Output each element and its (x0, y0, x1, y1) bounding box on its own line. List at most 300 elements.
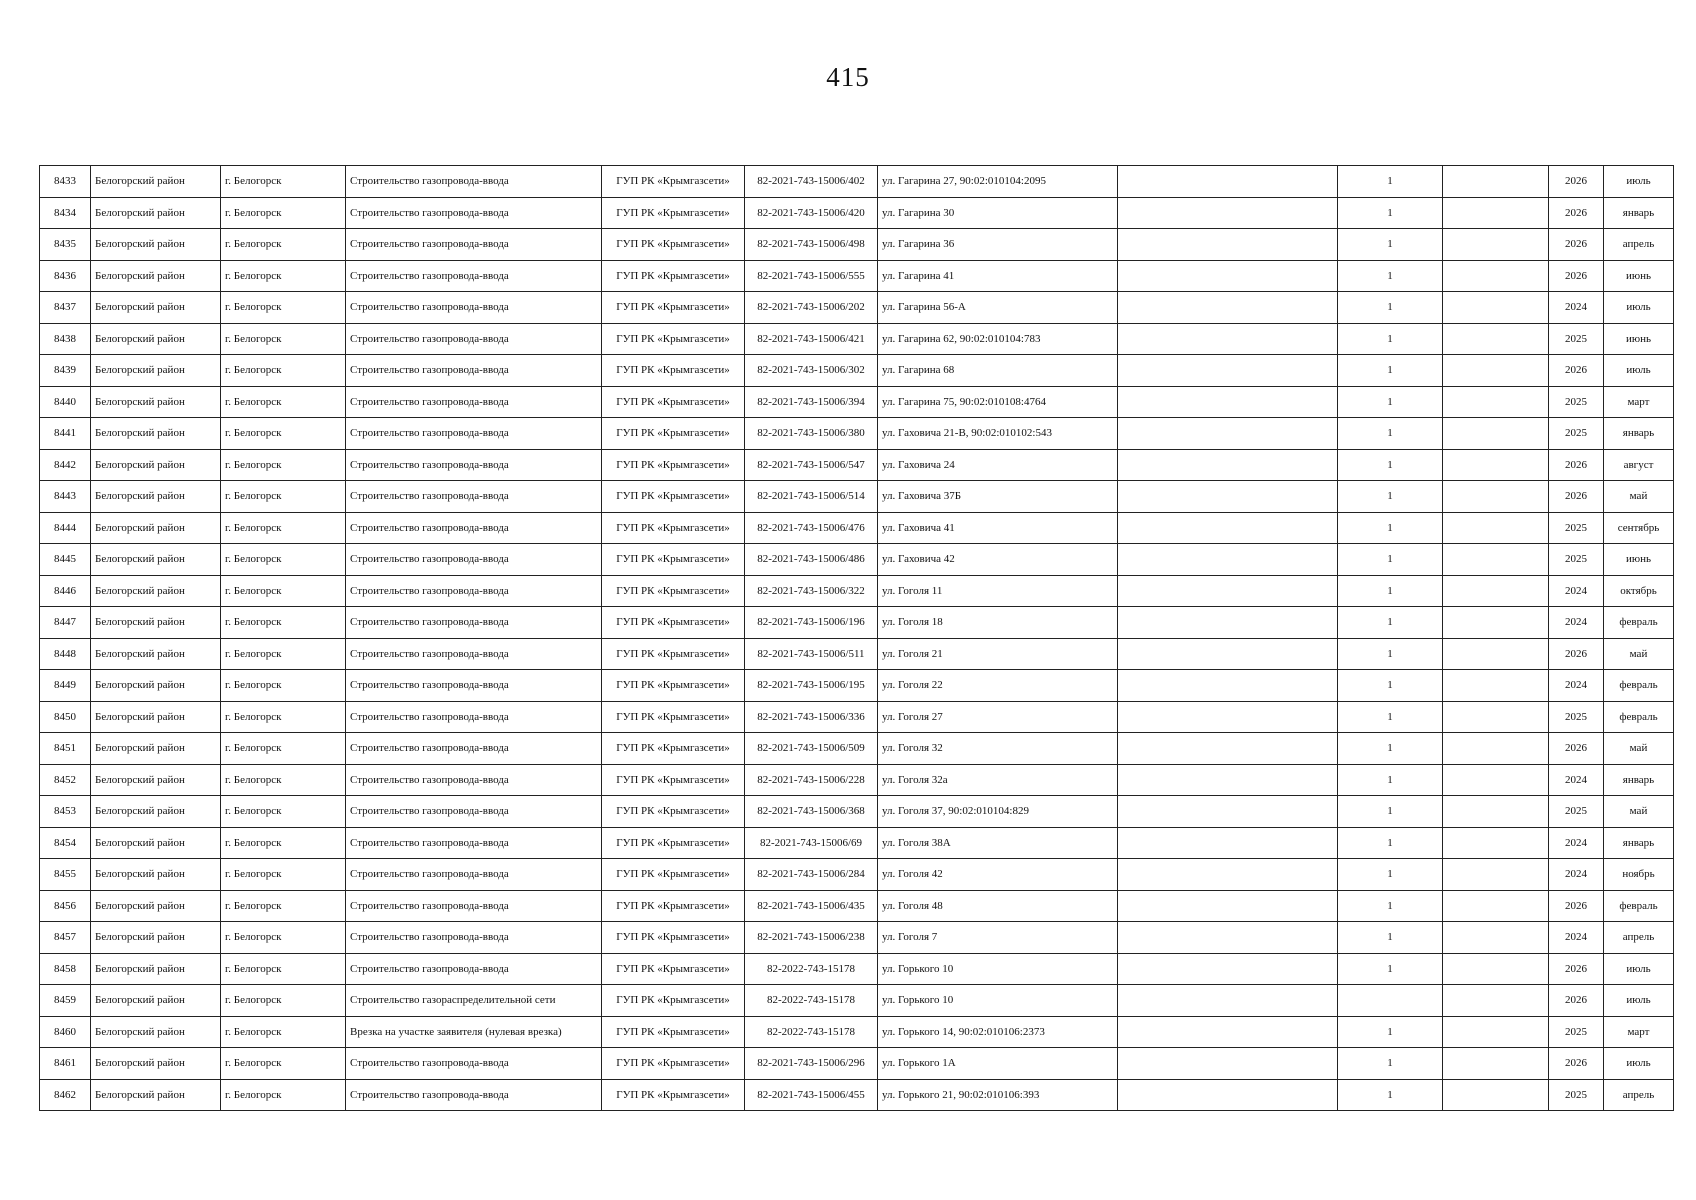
table-row (40, 953, 1674, 985)
year-cell: 2024 (1549, 670, 1604, 702)
work-type-cell: Строительство газопровода-ввода (346, 859, 602, 891)
empty-cell (1118, 1016, 1338, 1048)
table-row (40, 292, 1674, 324)
row-number-cell: 8443 (40, 481, 91, 513)
row-number-cell: 8444 (40, 512, 91, 544)
address-cell: ул. Гагарина 36 (878, 229, 1118, 261)
month-cell: январь (1604, 764, 1674, 796)
quantity-cell: 1 (1338, 166, 1443, 198)
month-cell: май (1604, 638, 1674, 670)
organization-cell: ГУП РК «Крымгазсети» (602, 859, 745, 891)
work-type-cell: Строительство газопровода-ввода (346, 292, 602, 324)
quantity-cell: 1 (1338, 607, 1443, 639)
organization-cell: ГУП РК «Крымгазсети» (602, 544, 745, 576)
empty-cell (1443, 544, 1549, 576)
contract-number-cell: 82-2021-743-15006/302 (745, 355, 878, 387)
empty-cell (1118, 764, 1338, 796)
month-cell: июнь (1604, 544, 1674, 576)
address-cell: ул. Горького 14, 90:02:010106:2373 (878, 1016, 1118, 1048)
year-cell: 2026 (1549, 985, 1604, 1017)
empty-cell (1443, 260, 1549, 292)
year-cell: 2024 (1549, 607, 1604, 639)
organization-cell: ГУП РК «Крымгазсети» (602, 922, 745, 954)
work-type-cell: Строительство газопровода-ввода (346, 1079, 602, 1111)
empty-cell (1118, 449, 1338, 481)
work-type-cell: Строительство газопровода-ввода (346, 764, 602, 796)
work-type-cell: Строительство газопровода-ввода (346, 355, 602, 387)
empty-cell (1443, 512, 1549, 544)
organization-cell: ГУП РК «Крымгазсети» (602, 953, 745, 985)
month-cell: июль (1604, 985, 1674, 1017)
month-cell: февраль (1604, 670, 1674, 702)
row-number-cell: 8440 (40, 386, 91, 418)
empty-cell (1118, 638, 1338, 670)
city-cell: г. Белогорск (221, 733, 346, 765)
month-cell: август (1604, 449, 1674, 481)
table-row (40, 701, 1674, 733)
address-cell: ул. Гагарина 62, 90:02:010104:783 (878, 323, 1118, 355)
contract-number-cell: 82-2021-743-15006/322 (745, 575, 878, 607)
work-type-cell: Строительство газопровода-ввода (346, 827, 602, 859)
empty-cell (1443, 229, 1549, 261)
row-number-cell: 8446 (40, 575, 91, 607)
organization-cell: ГУП РК «Крымгазсети» (602, 449, 745, 481)
city-cell: г. Белогорск (221, 292, 346, 324)
address-cell: ул. Гаховича 42 (878, 544, 1118, 576)
row-number-cell: 8460 (40, 1016, 91, 1048)
year-cell: 2024 (1549, 827, 1604, 859)
quantity-cell: 1 (1338, 922, 1443, 954)
quantity-cell: 1 (1338, 638, 1443, 670)
quantity-cell: 1 (1338, 260, 1443, 292)
contract-number-cell: 82-2021-743-15006/402 (745, 166, 878, 198)
city-cell: г. Белогорск (221, 607, 346, 639)
work-type-cell: Строительство газопровода-ввода (346, 575, 602, 607)
month-cell: февраль (1604, 701, 1674, 733)
work-type-cell: Строительство газопровода-ввода (346, 890, 602, 922)
month-cell: октябрь (1604, 575, 1674, 607)
year-cell: 2025 (1549, 386, 1604, 418)
address-cell: ул. Горького 10 (878, 953, 1118, 985)
year-cell: 2026 (1549, 1048, 1604, 1080)
quantity-cell: 1 (1338, 512, 1443, 544)
row-number-cell: 8433 (40, 166, 91, 198)
city-cell: г. Белогорск (221, 827, 346, 859)
address-cell: ул. Гагарина 75, 90:02:010108:4764 (878, 386, 1118, 418)
contract-number-cell: 82-2021-743-15006/380 (745, 418, 878, 450)
empty-cell (1443, 670, 1549, 702)
city-cell: г. Белогорск (221, 323, 346, 355)
row-number-cell: 8435 (40, 229, 91, 261)
organization-cell: ГУП РК «Крымгазсети» (602, 1079, 745, 1111)
work-type-cell: Строительство газопровода-ввода (346, 544, 602, 576)
quantity-cell: 1 (1338, 386, 1443, 418)
organization-cell: ГУП РК «Крымгазсети» (602, 638, 745, 670)
table-row (40, 670, 1674, 702)
year-cell: 2025 (1549, 512, 1604, 544)
empty-cell (1443, 733, 1549, 765)
empty-cell (1118, 859, 1338, 891)
quantity-cell: 1 (1338, 197, 1443, 229)
contract-number-cell: 82-2021-743-15006/547 (745, 449, 878, 481)
address-cell: ул. Гаховича 41 (878, 512, 1118, 544)
city-cell: г. Белогорск (221, 386, 346, 418)
city-cell: г. Белогорск (221, 1048, 346, 1080)
empty-cell (1443, 418, 1549, 450)
empty-cell (1118, 418, 1338, 450)
quantity-cell: 1 (1338, 890, 1443, 922)
table-row (40, 859, 1674, 891)
city-cell: г. Белогорск (221, 701, 346, 733)
row-number-cell: 8441 (40, 418, 91, 450)
empty-cell (1443, 638, 1549, 670)
contract-number-cell: 82-2021-743-15006/511 (745, 638, 878, 670)
work-type-cell: Строительство газопровода-ввода (346, 512, 602, 544)
empty-cell (1118, 512, 1338, 544)
year-cell: 2026 (1549, 355, 1604, 387)
contract-number-cell: 82-2021-743-15006/195 (745, 670, 878, 702)
address-cell: ул. Гоголя 48 (878, 890, 1118, 922)
work-type-cell: Строительство газопровода-ввода (346, 418, 602, 450)
city-cell: г. Белогорск (221, 638, 346, 670)
month-cell: январь (1604, 418, 1674, 450)
month-cell: февраль (1604, 890, 1674, 922)
table-row (40, 1016, 1674, 1048)
address-cell: ул. Гагарина 68 (878, 355, 1118, 387)
district-cell: Белогорский район (91, 638, 221, 670)
table-row (40, 796, 1674, 828)
address-cell: ул. Гагарина 27, 90:02:010104:2095 (878, 166, 1118, 198)
year-cell: 2025 (1549, 796, 1604, 828)
work-type-cell: Строительство газопровода-ввода (346, 670, 602, 702)
quantity-cell (1338, 985, 1443, 1017)
row-number-cell: 8452 (40, 764, 91, 796)
city-cell: г. Белогорск (221, 481, 346, 513)
row-number-cell: 8437 (40, 292, 91, 324)
table-row (40, 323, 1674, 355)
contract-number-cell: 82-2021-743-15006/498 (745, 229, 878, 261)
empty-cell (1118, 575, 1338, 607)
empty-cell (1443, 575, 1549, 607)
year-cell: 2026 (1549, 229, 1604, 261)
organization-cell: ГУП РК «Крымгазсети» (602, 481, 745, 513)
month-cell: май (1604, 733, 1674, 765)
work-type-cell: Строительство газопровода-ввода (346, 166, 602, 198)
quantity-cell: 1 (1338, 701, 1443, 733)
quantity-cell: 1 (1338, 859, 1443, 891)
table-row (40, 355, 1674, 387)
table-row (40, 260, 1674, 292)
district-cell: Белогорский район (91, 229, 221, 261)
empty-cell (1443, 1079, 1549, 1111)
empty-cell (1443, 292, 1549, 324)
year-cell: 2026 (1549, 166, 1604, 198)
city-cell: г. Белогорск (221, 985, 346, 1017)
month-cell: май (1604, 481, 1674, 513)
address-cell: ул. Гоголя 22 (878, 670, 1118, 702)
empty-cell (1443, 1048, 1549, 1080)
empty-cell (1443, 197, 1549, 229)
row-number-cell: 8447 (40, 607, 91, 639)
empty-cell (1118, 166, 1338, 198)
year-cell: 2025 (1549, 418, 1604, 450)
month-cell: март (1604, 1016, 1674, 1048)
empty-cell (1118, 355, 1338, 387)
row-number-cell: 8451 (40, 733, 91, 765)
month-cell: июль (1604, 292, 1674, 324)
district-cell: Белогорский район (91, 890, 221, 922)
empty-cell (1443, 323, 1549, 355)
quantity-cell: 1 (1338, 229, 1443, 261)
empty-cell (1118, 827, 1338, 859)
quantity-cell: 1 (1338, 670, 1443, 702)
table-row (40, 985, 1674, 1017)
row-number-cell: 8448 (40, 638, 91, 670)
work-type-cell: Строительство газопровода-ввода (346, 323, 602, 355)
empty-cell (1443, 890, 1549, 922)
contract-number-cell: 82-2021-743-15006/296 (745, 1048, 878, 1080)
organization-cell: ГУП РК «Крымгазсети» (602, 512, 745, 544)
district-cell: Белогорский район (91, 701, 221, 733)
district-cell: Белогорский район (91, 985, 221, 1017)
row-number-cell: 8454 (40, 827, 91, 859)
empty-cell (1443, 449, 1549, 481)
table-row (40, 229, 1674, 261)
table-row (40, 544, 1674, 576)
quantity-cell: 1 (1338, 575, 1443, 607)
contract-number-cell: 82-2021-743-15006/486 (745, 544, 878, 576)
quantity-cell: 1 (1338, 764, 1443, 796)
district-cell: Белогорский район (91, 323, 221, 355)
city-cell: г. Белогорск (221, 796, 346, 828)
district-cell: Белогорский район (91, 953, 221, 985)
contract-number-cell: 82-2021-743-15006/69 (745, 827, 878, 859)
address-cell: ул. Гоголя 7 (878, 922, 1118, 954)
contract-number-cell: 82-2021-743-15006/196 (745, 607, 878, 639)
empty-cell (1118, 544, 1338, 576)
row-number-cell: 8439 (40, 355, 91, 387)
district-cell: Белогорский район (91, 512, 221, 544)
table-row (40, 449, 1674, 481)
empty-cell (1443, 764, 1549, 796)
empty-cell (1118, 260, 1338, 292)
work-type-cell: Строительство газопровода-ввода (346, 260, 602, 292)
work-type-cell: Строительство газопровода-ввода (346, 1048, 602, 1080)
district-cell: Белогорский район (91, 733, 221, 765)
address-cell: ул. Гоголя 11 (878, 575, 1118, 607)
row-number-cell: 8450 (40, 701, 91, 733)
organization-cell: ГУП РК «Крымгазсети» (602, 827, 745, 859)
empty-cell (1443, 796, 1549, 828)
empty-cell (1118, 985, 1338, 1017)
organization-cell: ГУП РК «Крымгазсети» (602, 575, 745, 607)
city-cell: г. Белогорск (221, 166, 346, 198)
year-cell: 2026 (1549, 890, 1604, 922)
year-cell: 2025 (1549, 701, 1604, 733)
contract-number-cell: 82-2021-743-15006/421 (745, 323, 878, 355)
row-number-cell: 8449 (40, 670, 91, 702)
organization-cell: ГУП РК «Крымгазсети» (602, 1048, 745, 1080)
table-row (40, 733, 1674, 765)
year-cell: 2026 (1549, 260, 1604, 292)
year-cell: 2026 (1549, 638, 1604, 670)
empty-cell (1118, 386, 1338, 418)
quantity-cell: 1 (1338, 544, 1443, 576)
quantity-cell: 1 (1338, 323, 1443, 355)
city-cell: г. Белогорск (221, 922, 346, 954)
table-row (40, 512, 1674, 544)
address-cell: ул. Гаховича 37Б (878, 481, 1118, 513)
district-cell: Белогорский район (91, 827, 221, 859)
year-cell: 2026 (1549, 481, 1604, 513)
quantity-cell: 1 (1338, 733, 1443, 765)
empty-cell (1118, 953, 1338, 985)
year-cell: 2026 (1549, 449, 1604, 481)
row-number-cell: 8455 (40, 859, 91, 891)
month-cell: апрель (1604, 922, 1674, 954)
organization-cell: ГУП РК «Крымгазсети» (602, 260, 745, 292)
empty-cell (1443, 481, 1549, 513)
organization-cell: ГУП РК «Крымгазсети» (602, 292, 745, 324)
organization-cell: ГУП РК «Крымгазсети» (602, 764, 745, 796)
year-cell: 2026 (1549, 733, 1604, 765)
month-cell: июнь (1604, 260, 1674, 292)
work-type-cell: Строительство газораспределительной сети (346, 985, 602, 1017)
contract-number-cell: 82-2021-743-15006/284 (745, 859, 878, 891)
address-cell: ул. Гоголя 32 (878, 733, 1118, 765)
row-number-cell: 8458 (40, 953, 91, 985)
year-cell: 2024 (1549, 292, 1604, 324)
contract-number-cell: 82-2022-743-15178 (745, 1016, 878, 1048)
month-cell: май (1604, 796, 1674, 828)
address-cell: ул. Горького 21, 90:02:010106:393 (878, 1079, 1118, 1111)
district-cell: Белогорский район (91, 670, 221, 702)
city-cell: г. Белогорск (221, 544, 346, 576)
month-cell: июнь (1604, 323, 1674, 355)
work-type-cell: Строительство газопровода-ввода (346, 197, 602, 229)
contract-number-cell: 82-2021-743-15006/394 (745, 386, 878, 418)
organization-cell: ГУП РК «Крымгазсети» (602, 985, 745, 1017)
work-type-cell: Строительство газопровода-ввода (346, 638, 602, 670)
table-row (40, 1079, 1674, 1111)
table-row (40, 1048, 1674, 1080)
organization-cell: ГУП РК «Крымгазсети» (602, 197, 745, 229)
table-row (40, 922, 1674, 954)
contract-number-cell: 82-2021-743-15006/228 (745, 764, 878, 796)
address-cell: ул. Гоголя 21 (878, 638, 1118, 670)
year-cell: 2025 (1549, 323, 1604, 355)
empty-cell (1118, 481, 1338, 513)
table-row (40, 638, 1674, 670)
district-cell: Белогорский район (91, 1079, 221, 1111)
work-type-cell: Строительство газопровода-ввода (346, 733, 602, 765)
row-number-cell: 8462 (40, 1079, 91, 1111)
organization-cell: ГУП РК «Крымгазсети» (602, 355, 745, 387)
district-cell: Белогорский район (91, 1016, 221, 1048)
row-number-cell: 8438 (40, 323, 91, 355)
empty-cell (1118, 229, 1338, 261)
district-cell: Белогорский район (91, 922, 221, 954)
city-cell: г. Белогорск (221, 229, 346, 261)
quantity-cell: 1 (1338, 481, 1443, 513)
address-cell: ул. Гагарина 30 (878, 197, 1118, 229)
empty-cell (1118, 1048, 1338, 1080)
district-cell: Белогорский район (91, 544, 221, 576)
month-cell: январь (1604, 827, 1674, 859)
city-cell: г. Белогорск (221, 953, 346, 985)
district-cell: Белогорский район (91, 166, 221, 198)
empty-cell (1443, 985, 1549, 1017)
organization-cell: ГУП РК «Крымгазсети» (602, 890, 745, 922)
year-cell: 2025 (1549, 544, 1604, 576)
gasification-registry-table (39, 165, 1674, 1111)
empty-cell (1118, 197, 1338, 229)
year-cell: 2026 (1549, 197, 1604, 229)
contract-number-cell: 82-2022-743-15178 (745, 953, 878, 985)
quantity-cell: 1 (1338, 1048, 1443, 1080)
month-cell: январь (1604, 197, 1674, 229)
empty-cell (1443, 953, 1549, 985)
empty-cell (1443, 922, 1549, 954)
contract-number-cell: 82-2021-743-15006/368 (745, 796, 878, 828)
month-cell: апрель (1604, 229, 1674, 261)
organization-cell: ГУП РК «Крымгазсети» (602, 733, 745, 765)
empty-cell (1443, 859, 1549, 891)
city-cell: г. Белогорск (221, 197, 346, 229)
district-cell: Белогорский район (91, 764, 221, 796)
address-cell: ул. Гаховича 24 (878, 449, 1118, 481)
row-number-cell: 8442 (40, 449, 91, 481)
contract-number-cell: 82-2021-743-15006/435 (745, 890, 878, 922)
address-cell: ул. Горького 10 (878, 985, 1118, 1017)
address-cell: ул. Горького 1А (878, 1048, 1118, 1080)
district-cell: Белогорский район (91, 859, 221, 891)
quantity-cell: 1 (1338, 1079, 1443, 1111)
year-cell: 2025 (1549, 1079, 1604, 1111)
row-number-cell: 8461 (40, 1048, 91, 1080)
empty-cell (1118, 323, 1338, 355)
district-cell: Белогорский район (91, 449, 221, 481)
quantity-cell: 1 (1338, 292, 1443, 324)
city-cell: г. Белогорск (221, 764, 346, 796)
city-cell: г. Белогорск (221, 670, 346, 702)
city-cell: г. Белогорск (221, 890, 346, 922)
city-cell: г. Белогорск (221, 355, 346, 387)
empty-cell (1118, 292, 1338, 324)
row-number-cell: 8459 (40, 985, 91, 1017)
contract-number-cell: 82-2022-743-15178 (745, 985, 878, 1017)
contract-number-cell: 82-2021-743-15006/514 (745, 481, 878, 513)
quantity-cell: 1 (1338, 449, 1443, 481)
contract-number-cell: 82-2021-743-15006/238 (745, 922, 878, 954)
work-type-cell: Строительство газопровода-ввода (346, 953, 602, 985)
address-cell: ул. Гоголя 27 (878, 701, 1118, 733)
address-cell: ул. Гагарина 56-А (878, 292, 1118, 324)
table-row (40, 166, 1674, 198)
empty-cell (1118, 922, 1338, 954)
district-cell: Белогорский район (91, 1048, 221, 1080)
city-cell: г. Белогорск (221, 418, 346, 450)
row-number-cell: 8453 (40, 796, 91, 828)
contract-number-cell: 82-2021-743-15006/455 (745, 1079, 878, 1111)
contract-number-cell: 82-2021-743-15006/509 (745, 733, 878, 765)
empty-cell (1443, 1016, 1549, 1048)
month-cell: июль (1604, 355, 1674, 387)
month-cell: ноябрь (1604, 859, 1674, 891)
row-number-cell: 8445 (40, 544, 91, 576)
district-cell: Белогорский район (91, 386, 221, 418)
address-cell: ул. Гоголя 37, 90:02:010104:829 (878, 796, 1118, 828)
